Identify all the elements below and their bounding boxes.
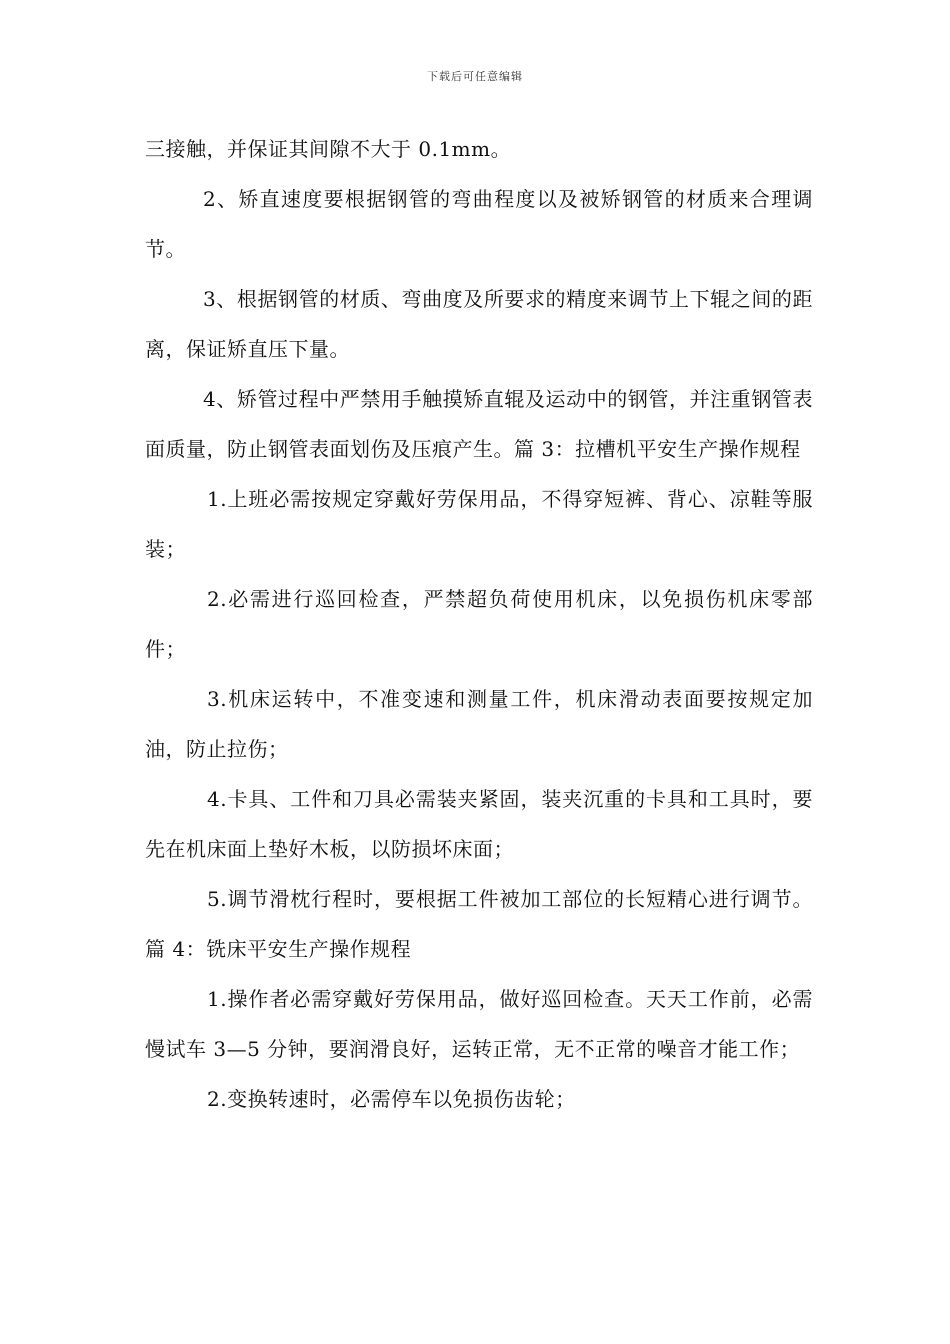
page-header: 下载后可任意编辑: [427, 70, 523, 83]
paragraph-item-3: 3、根据钢管的材质、弯曲度及所要求的精度来调节上下辊之间的距离，保证矫直压下量。: [145, 287, 813, 361]
paragraph-section4-item-1: 1.操作者必需穿戴好劳保用品，做好巡回检查。天天工作前，必需慢试车 3—5 分钟，要润滑良好，运转正常，无不正常的噪音才能工作；: [145, 987, 813, 1061]
paragraph-item-2: 2、矫直速度要根据钢管的弯曲程度以及被矫钢管的材质来合理调节。: [145, 187, 813, 261]
paragraph-item-4: 4、矫管过程中严禁用手触摸矫直辊及运动中的钢管，并注重钢管表面质量，防止钢管表面划伤及压痕产生。篇 3：拉槽机平安生产操作规程: [145, 387, 813, 461]
paragraph-section4-item-2: 2.变换转速时，必需停车以免损伤齿轮；: [207, 1087, 576, 1111]
paragraph-section3-item-5: 5.调节滑枕行程时，要根据工件被加工部位的长短精心进行调节。篇 4：铣床平安生产操作规程: [145, 887, 813, 961]
paragraph-section3-item-2: 2.必需进行巡回检查，严禁超负荷使用机床，以免损伤机床零部件；: [145, 587, 813, 661]
document-body: [145, 124, 813, 1124]
paragraph-section3-item-4: 4.卡具、工件和刀具必需装夹紧固，装夹沉重的卡具和工具时，要先在机床面上垫好木板，以防损坏床面；: [145, 787, 813, 861]
paragraph-section3-item-1: 1.上班必需按规定穿戴好劳保用品，不得穿短裤、背心、凉鞋等服装；: [145, 487, 813, 561]
paragraph-continuation: 三接触，并保证其间隙不大于 0.1mm。: [145, 137, 512, 161]
paragraph-section3-item-3: 3.机床运转中，不准变速和测量工件，机床滑动表面要按规定加油，防止拉伤；: [145, 687, 813, 761]
